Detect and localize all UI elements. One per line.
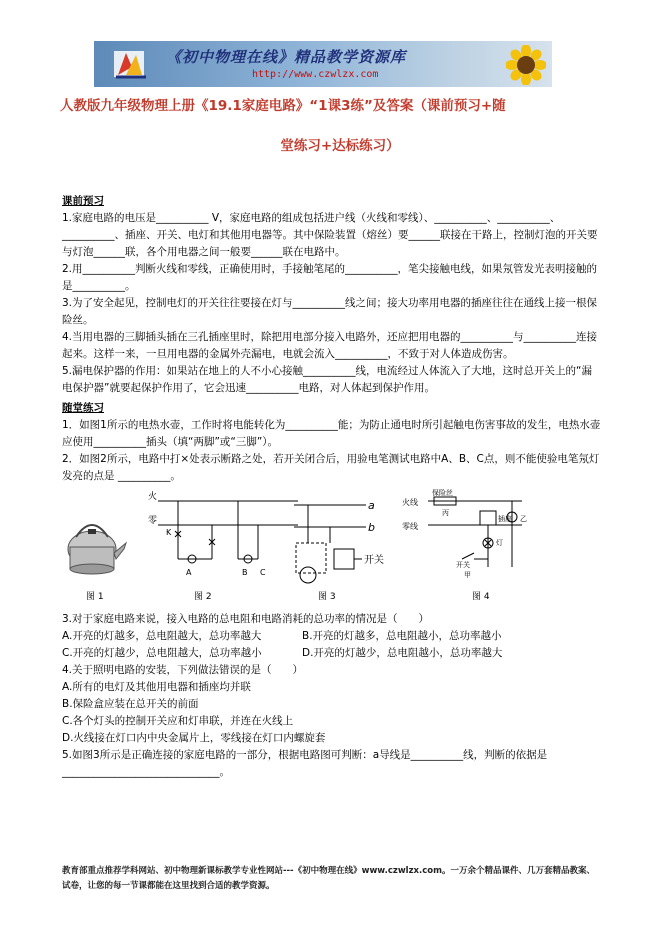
fig2-k-label: K bbox=[166, 528, 172, 537]
preview-item-5: 5.漏电保护器的作用：如果站在地上的人不小心接触__________线，电流经过人体流入了大地，这时总开关上的“漏电保护器”就要起保护作用了，它会迅速__________电路，对人体起到保护作用。 bbox=[62, 365, 592, 394]
section-practice-heading: 随堂练习 bbox=[62, 402, 104, 414]
fig2-live-label: 火 bbox=[148, 492, 158, 502]
document-body bbox=[62, 193, 602, 781]
question-4-option-b: B.保险盒应装在总开关的前面 bbox=[62, 698, 199, 710]
fig3-b-label: b bbox=[368, 521, 375, 534]
title-line-1: 人教版九年级物理上册《19.1家庭电路》“1课3练”及答案（课前预习+随 bbox=[60, 98, 506, 114]
fig4-socket-label: 插座 bbox=[498, 515, 512, 523]
question-3-option-c: C.开亮的灯越少，总电阻越大，总功率越小 bbox=[62, 647, 262, 659]
page-footer: 教育部重点推荐学科网站、初中物理新课标教学专业性网站---《初中物理在线》www.czwlzx.com。一万余个精品课件、几万套精品教案、试卷，让您的每一节课都能在这里找到合适的教学资源。 bbox=[62, 866, 595, 891]
question-4-stem: 4.关于照明电路的安装，下列做法错误的是（ ） bbox=[62, 664, 304, 676]
practice-item-2: 2．如图2所示，电路中打×处表示断路之处，若开关闭合后，用验电笔测试电路中A、B、C点，则不能使验电笔氖灯发亮的点是 __________。 bbox=[62, 453, 600, 482]
fig2-a-label: A bbox=[186, 568, 192, 577]
figure-4-circuit bbox=[428, 497, 522, 567]
fig2-caption: 图 2 bbox=[194, 592, 212, 602]
fig3-switch-label: 开关 bbox=[364, 555, 384, 566]
sunflower-icon bbox=[506, 45, 546, 85]
figures-row bbox=[62, 487, 602, 605]
preview-item-4: 4.当用电器的三脚插头插在三孔插座里时，除把用电部分接入电路外，还应把用电器的__________与__________连接起来。这样一来，一旦用电器的金属外壳漏电，电就会流入__________，不致于对人体造成伤害。 bbox=[62, 331, 598, 360]
question-3-options-ab bbox=[62, 628, 602, 645]
question-5: 5.如图3所示是正确连接的家庭电路的一部分，根据电路图可判断：a导线是__________线，判断的依据是______________________________。 bbox=[62, 749, 548, 778]
fig4-switch-label: 开关 bbox=[456, 561, 470, 569]
question-4-option-a: A.所有的电灯及其他用电器和插座均并联 bbox=[62, 681, 251, 693]
fig3-a-label: a bbox=[368, 499, 375, 512]
question-3-option-a: A.开亮的灯越多，总电阻越大，总功率越大 bbox=[62, 630, 262, 642]
title-line-2: 堂练习+达标练习） bbox=[280, 138, 400, 154]
kettle-figure bbox=[68, 525, 126, 574]
section-preview-heading: 课前预习 bbox=[62, 195, 104, 207]
preview-item-3: 3.为了安全起见，控制电灯的开关往往要接在灯与__________线之间；接大功率用电器的插座往往在通线上接一根保险丝。 bbox=[62, 297, 598, 326]
fig4-fuse-label: 保险丝 bbox=[432, 489, 453, 497]
document-title bbox=[60, 95, 620, 157]
figure-2-circuit bbox=[158, 501, 298, 563]
fig3-caption: 图 3 bbox=[318, 592, 336, 602]
fig4-live-label: 火线 bbox=[402, 498, 418, 507]
question-3-options-cd bbox=[62, 645, 602, 662]
question-3-option-d: D.开亮的灯越少，总电阻越小，总功率越大 bbox=[302, 647, 503, 659]
question-3-stem: 3.对于家庭电路来说，接入电路的总电阻和电路消耗的总功率的情况是（ ） bbox=[62, 613, 430, 625]
site-logo bbox=[112, 47, 150, 81]
fig4-jia-label: 甲 bbox=[464, 571, 471, 579]
banner-url[interactable]: http://www.czwlzx.com bbox=[252, 69, 379, 80]
question-3-option-b: B.开亮的灯越多，总电阻越小，总功率越小 bbox=[302, 630, 502, 642]
fig4-caption: 图 4 bbox=[472, 592, 490, 602]
circuit-figures bbox=[62, 487, 602, 605]
preview-item-2: 2.用__________判断火线和零线，正确使用时，手接触笔尾的__________，笔尖接触电线，如果氖管发光表明接触的是__________。 bbox=[62, 263, 598, 292]
figure-3-circuit bbox=[294, 505, 366, 583]
practice-item-1: 1．如图1所示的电热水壶，工作时将电能转化为__________能；为防止通电时所引起触电伤害事故的发生，电热水壶应使用__________插头（填“两脚”或“三脚”）。 bbox=[62, 419, 601, 448]
preview-item-1: 1.家庭电路的电压是__________ V，家庭电路的组成包括进户线（火线和零线）、__________、__________、__________、插座、开关、电灯和其他用电器等。其中保险装置（熔丝）要______联接在干路上，控制灯泡的开关要与灯泡______联，各个用电器之间一般要______联在电路中。 bbox=[62, 212, 598, 258]
fig4-yi-label: 乙 bbox=[520, 515, 527, 523]
fig4-bing-label: 丙 bbox=[442, 509, 449, 517]
banner-brand: 《初中物理在线》精品教学资源库 bbox=[166, 48, 407, 66]
question-4-option-c: C.各个灯头的控制开关应和灯串联，并连在火线上 bbox=[62, 715, 294, 727]
question-4-option-d: D.火线接在灯口内中央金属片上，零线接在灯口内螺旋套 bbox=[62, 732, 326, 744]
fig2-neutral-label: 零 bbox=[148, 516, 158, 526]
fig2-b-label: B bbox=[242, 568, 248, 577]
fig4-lamp-label: 灯 bbox=[496, 539, 503, 547]
header-banner bbox=[94, 41, 552, 87]
fig1-caption: 图 1 bbox=[86, 592, 104, 602]
fig4-neutral-label: 零线 bbox=[402, 522, 418, 531]
fig2-c-label: C bbox=[260, 568, 266, 577]
